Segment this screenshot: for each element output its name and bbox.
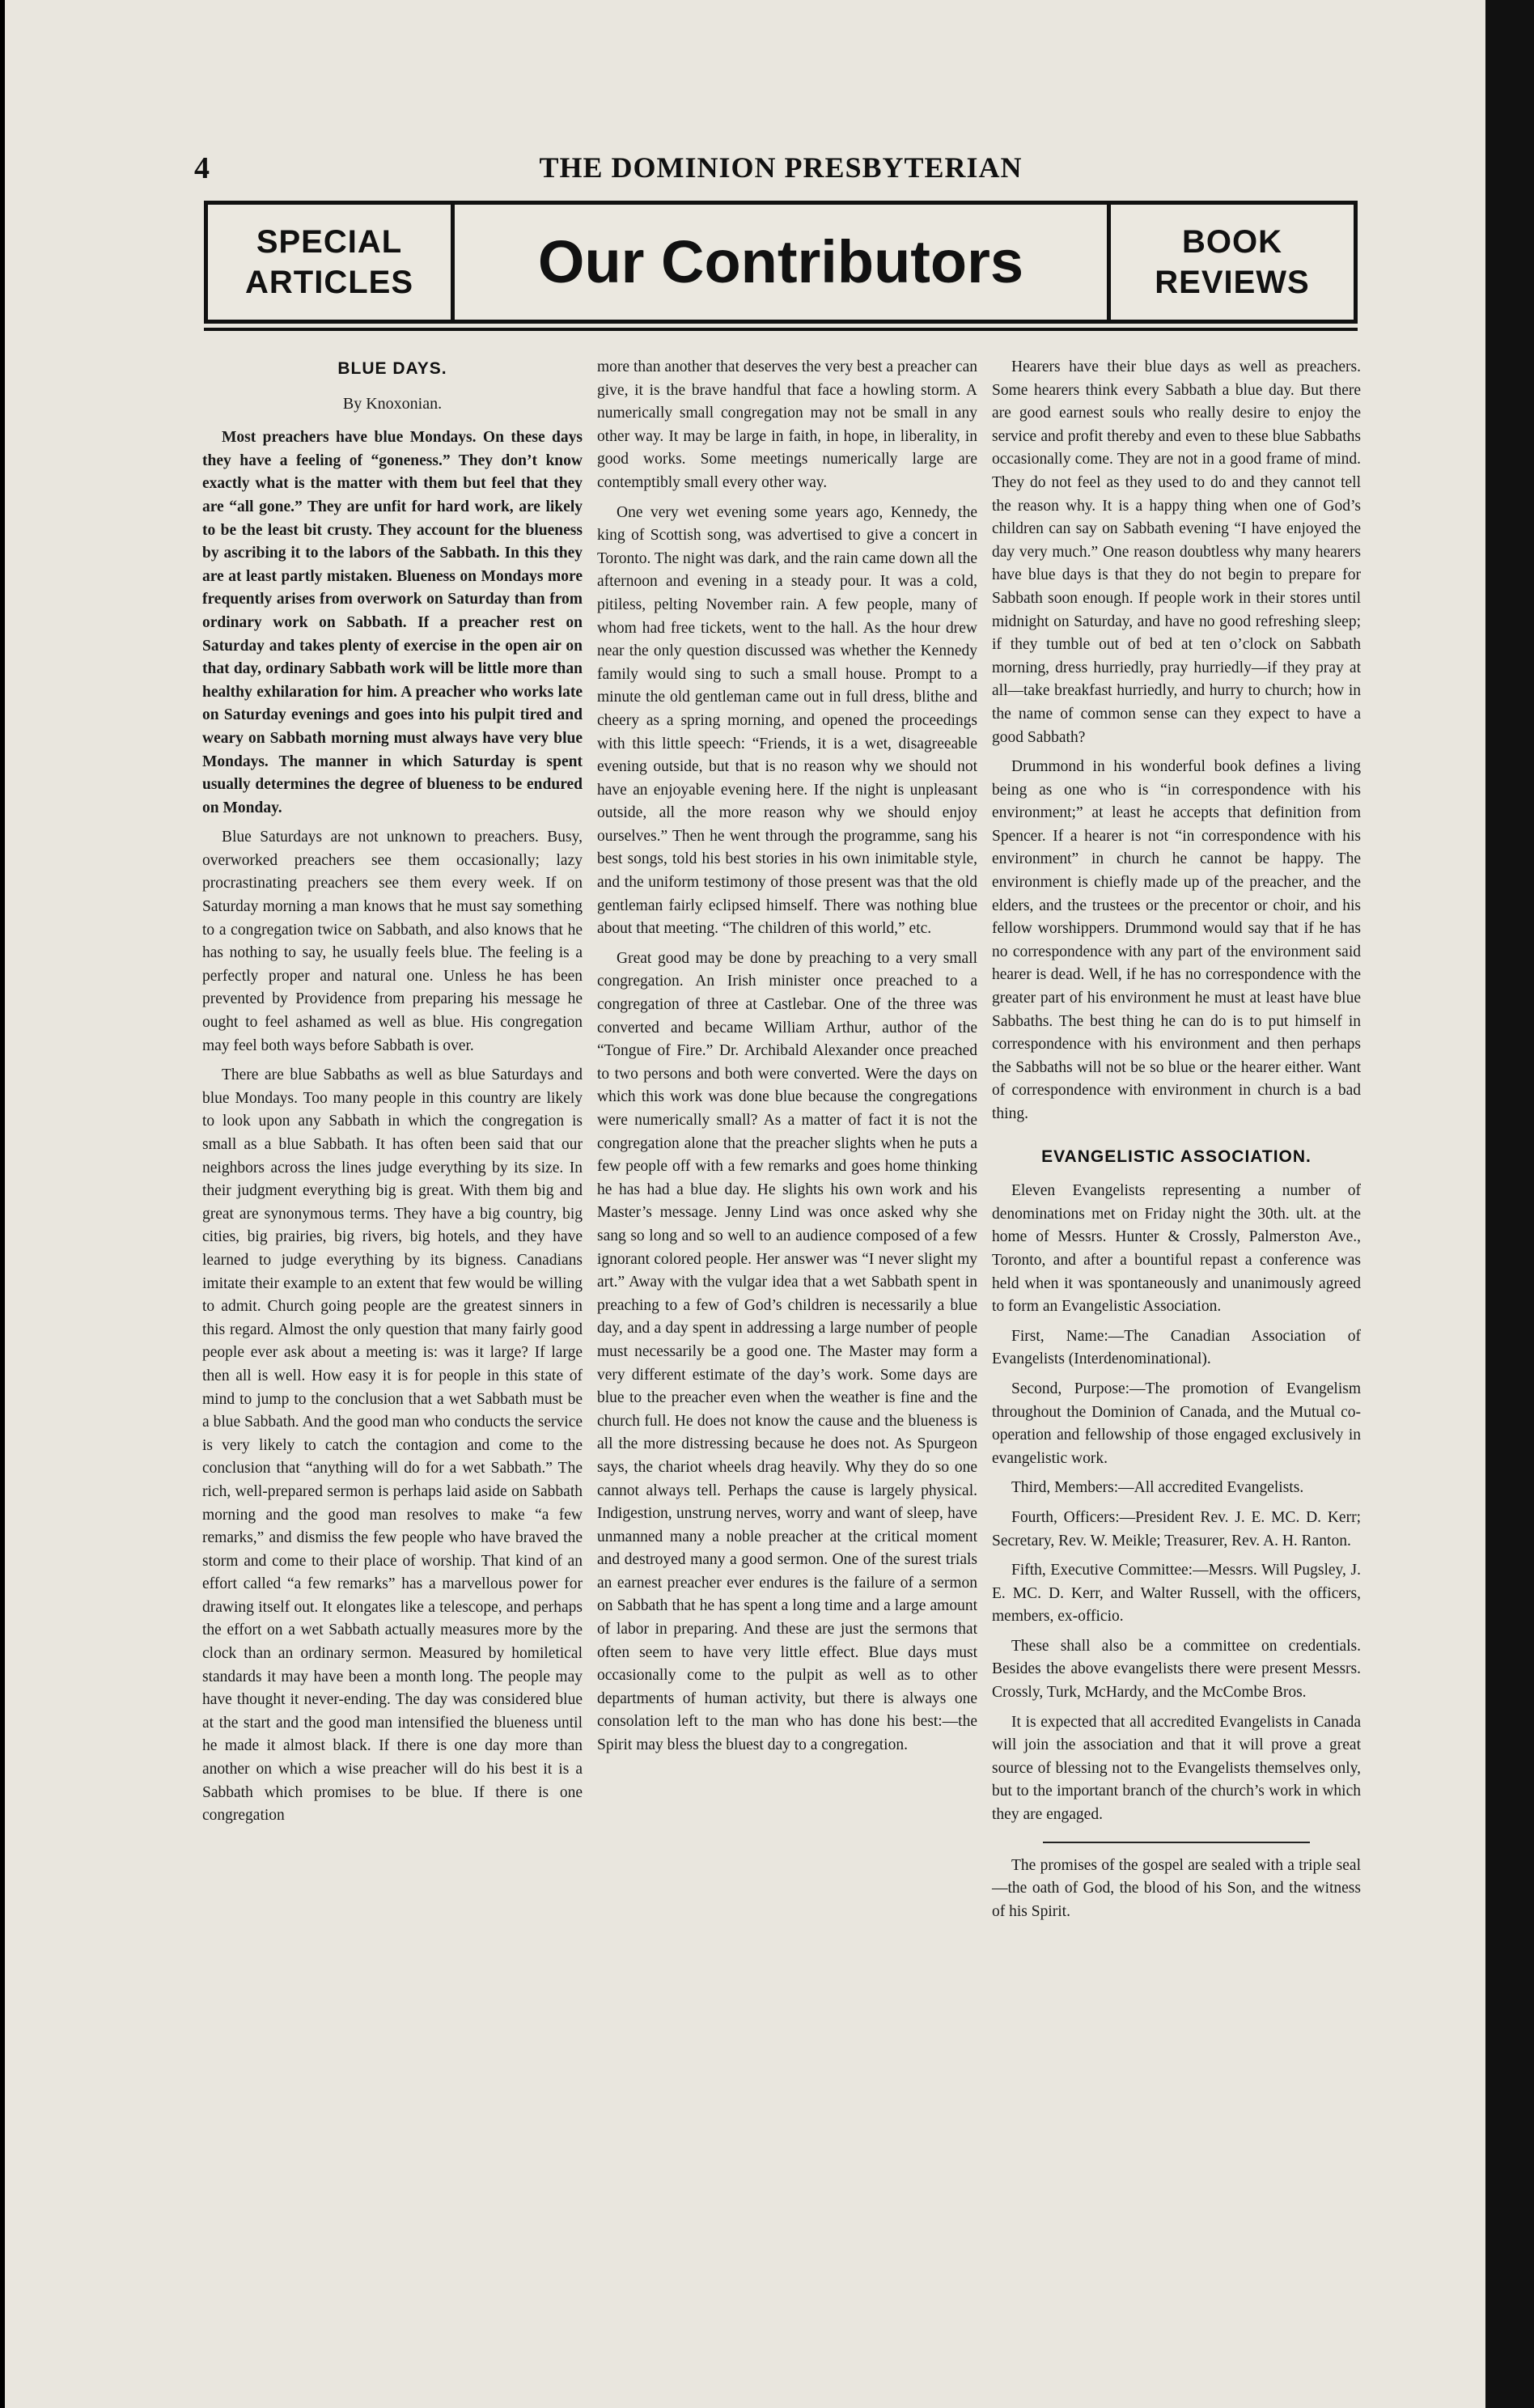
banner-underline — [204, 328, 1358, 331]
article-paragraph: Third, Members:—All accredited Evangelists. — [1011, 1479, 1304, 1497]
article-title-blue-days: BLUE DAYS. — [337, 359, 447, 378]
book-reviews-line1: BOOK — [1182, 224, 1282, 260]
column-1 — [202, 356, 583, 1828]
article-paragraph: Great good may be done by preaching to a very small congregation. An Irish minister once preached to a congregation of three at Castlebar. One of the three was converted and became William Arthur, author of the “Tongue of Fire.” Dr. Archibald Alexander once preached to two persons and both were converted. Were the days on which this work was done blue because the congregations were numerically small? As a matter of fact it is not the congregation alone that the preacher slights when he puts a few people off with a few remarks and goes home thinking he has had a blue day. He slights his own work and his Master’s message. Jenny Lind was once asked why she sang so long and so well to an audience composed of a few ignorant colored people. Her answer was “I never slight my art.” Away with the vulgar idea that a wet Sabbath spent in preaching to a few of God’s children is necessarily a blue day, and a day spent in addressing a large number of people must necessarily be a good one. The Master may form a very different estimate of the day’s work. Some days are blue to the preacher even when the weather is fine and the church full. He does not know the cause and the blueness is all the more distressing because he does not. As Spurgeon says, the chariot wheels drag heavily. Why they do so one cannot always tell. Perhaps the cause is largely physical. Indigestion, unstrung nerves, worry and want of sleep, have unmanned many a noble preacher at the critical moment and destroyed many a good sermon. One of the surest trials an earnest preacher ever endures is the failure of a sermon on Sabbath that he has spent a long time and a large amount of labor in preparing. And these are just the sermons that often seem to have very little effect. Blue days must occasionally come to the pulpit as well as to other departments of human activity, but there is always one consolation left to the man who has done his best:—the Spirit may bless the bluest day to a congregation. — [597, 949, 977, 1754]
article-paragraph: One very wet evening some years ago, Kennedy, the king of Scottish song, was advertised to give a concert in Toronto. The night was dark, and the rain came down all the afternoon and evening in a steady pour. It was a cold, pitiless, pelting November rain. A few people, many of whom had free tickets, went to the hall. As the hour drew near the only question discussed was whether the Kennedy family would sing to such a small house. Prompt to a minute the old gentleman came out in full dress, blithe and cheery as a spring morning, and opened the proceedings with this little speech: “Friends, it is a wet, disagreeable evening outside, but that is no reason why we should not have an enjoyable evening here. If the night is unpleasant outside, all the more reason why we should enjoy ourselves.” Then he went through the programme, sang his best songs, told his best stories in his own inimitable style, and the uniform testimony of those present was that the old gentleman fairly eclipsed himself. There was nothing blue about that meeting. “The children of this world,” etc. — [597, 503, 977, 938]
article-paragraph: Fifth, Executive Committee:—Messrs. Will Pugsley, J. E. MC. D. Kerr, and Walter Russell, with the officers, members, ex-officio. — [992, 1562, 1361, 1626]
section-banner — [204, 201, 1358, 324]
special-articles-line2: ARTICLES — [245, 265, 413, 300]
article-paragraph: There are blue Sabbaths as well as blue Saturdays and blue Mondays. Too many people in this country are likely to look upon any Sabbath in which the congregation is small as a blue Sabbath. It has often been said that our neighbors across the lines judge everything by its size. In their judgment everything big is great. With them big and great are synonymous terms. They have a big country, big cities, big prairies, big rivers, big hotels, and they have learned to judge everything by its bigness. Canadians imitate their example to an extent that few would be willing to admit. Church going people are the greatest sinners in this regard. Almost the only question that many fairly good people ever ask about a meeting is: was it large? If large then all is well. How easy it is for people in this state of mind to jump to the conclusion that a wet Sabbath must be a blue Sabbath. And the good man who conducts the service is very likely to catch the contagion and come to the conclusion that “anything will do for a wet Sabbath.” The rich, well-prepared sermon is perhaps laid aside on Sabbath morning and the good man resolves to make “a few remarks,” and dismiss the few people who have braved the storm and come to their place of worship. That kind of an effort called “a few remarks” has a marvellous power for drawing itself out. It elongates like a telescope, and perhaps the effort on a wet Sabbath actually measures more by the clock than an ordinary sermon. Measured by homiletical standards it may have been a month long. The people may have thought it never-ending. The day was considered blue at the start and the good man intensified the blueness until he made it almost black. If there is one day more than another on which a wise preacher will do his best it is a Sabbath which promises to be blue. If there is one congregation — [202, 1066, 583, 1825]
article-paragraph: more than another that deserves the very best a preacher can give, it is the brave handful that face a howling storm. A numerically small congregation may not be small in any other way. It may be large in faith, in hope, in liberality, in good works. Some meetings numerically large are contemptibly small every other way. — [597, 358, 977, 491]
journal-title: THE DOMINION PRESBYTERIAN — [539, 151, 1023, 184]
article-paragraph: Drummond in his wonderful book defines a living being as one who is “in correspondence with his environment;” at least he accepts that definition from Spencer. If a hearer is not “in correspondence with his environment” in church he cannot be happy. The environment is chiefly made up of the preacher, and the elders, and the trustees or the precentor or choir, and his fellow worshippers. Drummond would say that if he has no correspondence with any part of the environment said hearer is dead. Well, if he has no correspondence with the greater part of his environment he must at least have blue Sabbaths. The best thing he can do is to put himself in correspondence with his environment and then perhaps the Sabbaths will not be so blue or the hearer either. Want of correspondence with environment in church is a bad thing. — [992, 758, 1361, 1122]
page-number: 4 — [194, 151, 210, 185]
article-title-evangelistic-association: EVANGELISTIC ASSOCIATION. — [1041, 1147, 1312, 1166]
running-head — [194, 150, 1367, 191]
article-paragraph: First, Name:—The Canadian Association of Evangelists (Interdenominational). — [992, 1327, 1361, 1368]
article-paragraph: Second, Purpose:—The promotion of Evangelism throughout the Dominion of Canada, and the Mutual co-operation and fellowship of those engaged exclusively in evangelistic work. — [992, 1380, 1361, 1467]
article-paragraph: Hearers have their blue days as well as preachers. Some hearers think every Sabbath a blue day. But there are good earnest souls who really desire to enjoy the service and profit thereby and even to these blue Sabbaths occasionally come. They are not in a good frame of mind. They do not feel as they used to do and they cannot tell the reason why. It is a happy thing when one of God’s children can say on Sabbath evening “I have enjoyed the day very much.” One reason doubtless why many hearers have blue days is that they do not begin to prepare for Sabbath soon enough. If people work in their stores until midnight on Saturday, and have no good refreshing sleep; if they tumble out of bed at ten o’clock on Sabbath morning, dress hurriedly, pray hurriedly—if they pray at all—take breakfast hurriedly, and hurry to church; how in the name of common sense can they expect to have a good Sabbath? — [992, 358, 1361, 746]
article-byline: By Knoxonian. — [342, 394, 443, 413]
special-articles-line1: SPECIAL — [256, 224, 403, 260]
article-paragraph: Fourth, Officers:—President Rev. J. E. MC. D. Kerr; Secretary, Rev. W. Meikle; Treasurer, Rev. A. H. Ranton. — [992, 1508, 1361, 1550]
column-3 — [992, 356, 1361, 1923]
article-paragraph: Blue Saturdays are not unknown to preachers. Busy, overworked preachers see them occasionally; lazy procrastinating preachers see them every week. If on Saturday morning a man knows that he must say something to a congregation twice on Sabbath, and also knows that he has nothing to say, he usually feels blue. The feeling is a perfectly proper and natural one. Unless he has been prevented by Providence from preparing his message he ought to feel ashamed as well as blue. His congregation may feel both ways before Sabbath is over. — [202, 829, 583, 1054]
special-articles-box — [208, 205, 455, 320]
article-paragraph: Eleven Evangelists representing a number of denominations met on Friday night the 30th. ult. at the home of Messrs. Hunter & Crossly, Palmerston Ave., Toronto, and after a bountiful repast a conference was held when it was spontaneously and unanimously agreed to form an Evangelistic Association. — [992, 1182, 1361, 1316]
article-paragraph: Most preachers have blue Mondays. On these days they have a feeling of “goneness.” They don’t know exactly what is the matter with them but feel that they are “all gone.” They are unfit for hard work, are likely to be the least bit crusty. They account for the blueness by ascribing it to the labors of the Sabbath. In this they are at least partly mistaken. Blueness on Mondays more frequently arises from overwork on Saturday than from ordinary work on Sabbath. If a preacher rest on Saturday and takes plenty of exercise in the open air on that day, ordinary Sabbath work will be little more than healthy exhilaration for him. A preacher who works late on Saturday evenings and goes into his pulpit tired and weary on Sabbath morning must always have very blue Mondays. The manner in which Saturday is spent usually determines the degree of blueness to be endured on Monday. — [202, 429, 583, 816]
closing-paragraph: The promises of the gospel are sealed with a triple seal—the oath of God, the blood of his Son, and the witness of his Spirit. — [992, 1856, 1361, 1920]
article-paragraph: It is expected that all accredited Evangelists in Canada will join the association and that it will prove a great source of blessing not to the Evangelists themselves only, but to the important branch of the church’s work in which they are engaged. — [992, 1713, 1361, 1824]
separator-rule — [1043, 1842, 1310, 1843]
column-2 — [597, 356, 977, 1757]
book-reviews-line2: REVIEWS — [1155, 265, 1310, 300]
page-edge-shadow — [1485, 0, 1534, 2408]
article-paragraph: These shall also be a committee on credentials. Besides the above evangelists there were present Messrs. Crossly, Turk, McHardy, and the McCombe Bros. — [992, 1637, 1361, 1702]
book-reviews-box — [1107, 205, 1354, 320]
section-title: Our Contributors — [537, 227, 1024, 295]
